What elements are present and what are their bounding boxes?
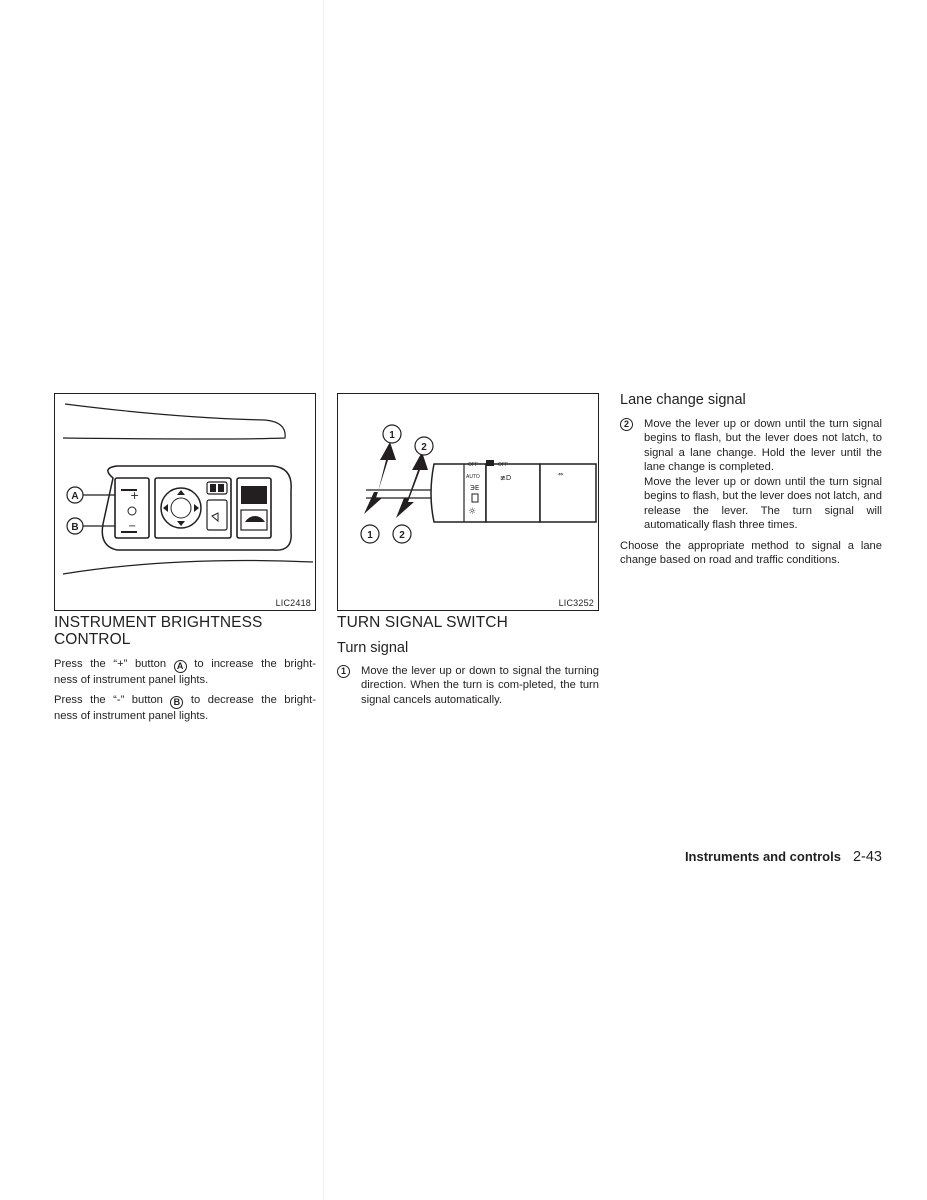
title-line-2: CONTROL: [54, 631, 131, 648]
lever-label-off-2: OFF: [498, 462, 508, 468]
svg-text:≢D: ≢D: [500, 474, 512, 482]
lane-change-subsection: [620, 392, 882, 409]
svg-text:ЭЕ: ЭЕ: [470, 484, 480, 492]
callout-2-bottom: 2: [399, 530, 405, 541]
item-text: Move the lever up or down to signal the turning direction. When the turn is com-pleted, the turn signal cancels automatically.: [361, 665, 599, 706]
svg-text:⇔: ⇔: [558, 471, 564, 478]
turn-signal-subsection: [337, 640, 599, 657]
callout-1-top: 1: [389, 430, 395, 441]
brightness-illustration: [55, 394, 316, 611]
p2-line2: ness of instrument panel lights.: [54, 710, 209, 722]
callout-b: B: [71, 522, 79, 533]
callout-2-top: 2: [421, 442, 427, 453]
page-number: 2-43: [852, 849, 882, 865]
item-number: 1: [337, 665, 350, 678]
p1-pre: Press the “+” button: [54, 658, 167, 670]
section-title: TURN SIGNAL SWITCH: [337, 614, 508, 631]
subsection-title: Lane change signal: [620, 392, 746, 408]
brightness-paragraph-2: [54, 693, 316, 723]
lever-label-off: OFF: [468, 462, 478, 468]
p1-post: to increase the bright-: [194, 658, 316, 670]
closing-text: Choose the appropriate method to signal a lane change based on road and traffic conditions.: [620, 540, 882, 567]
column-gutter: [323, 0, 324, 1200]
turn-signal-section: [337, 614, 599, 631]
p2-pre: Press the “-” button: [54, 694, 163, 706]
footer-section: Instruments and controls: [684, 849, 841, 864]
figure-code: LIC3252: [558, 598, 594, 608]
turn-signal-illustration: [338, 394, 599, 611]
p1-line2: ness of instrument panel lights.: [54, 674, 209, 686]
callout-a-ref: A: [174, 660, 187, 673]
turn-signal-figure: [337, 393, 599, 611]
callout-a: A: [71, 491, 79, 502]
page-footer: [685, 849, 882, 865]
subsection-title: Turn signal: [337, 640, 409, 656]
figure-code: LIC2418: [275, 598, 311, 608]
brightness-figure: [54, 393, 316, 611]
turn-signal-item-1: [337, 664, 599, 710]
item-text-a: Move the lever up or down until the turn signal begins to flash, but the lever does not latch, to signal a lane change. Hold the lever until the lane change is completed.: [644, 418, 882, 474]
section-title: [54, 614, 316, 648]
lane-change-closing: [620, 539, 882, 568]
brightness-section: [54, 614, 316, 648]
p2-post: to decrease the bright-: [190, 694, 316, 706]
item-text-b: Move the lever up or down until the turn signal begins to flash, but the lever does not latch, and release the lever. The turn signal will automatically flash three times.: [644, 476, 882, 532]
brightness-paragraph-1: [54, 657, 316, 687]
lane-change-item-2: [620, 417, 882, 533]
item-number: 2: [620, 418, 633, 431]
callout-b-ref: B: [170, 696, 183, 709]
lever-label-auto: AUTO: [466, 474, 480, 480]
svg-text:☼: ☼: [468, 507, 477, 517]
callout-1-bottom: 1: [367, 530, 373, 541]
title-line-1: INSTRUMENT BRIGHTNESS: [54, 614, 263, 631]
panel-plus-glyph: +: [130, 489, 140, 502]
panel-minus-glyph: −: [128, 521, 137, 532]
